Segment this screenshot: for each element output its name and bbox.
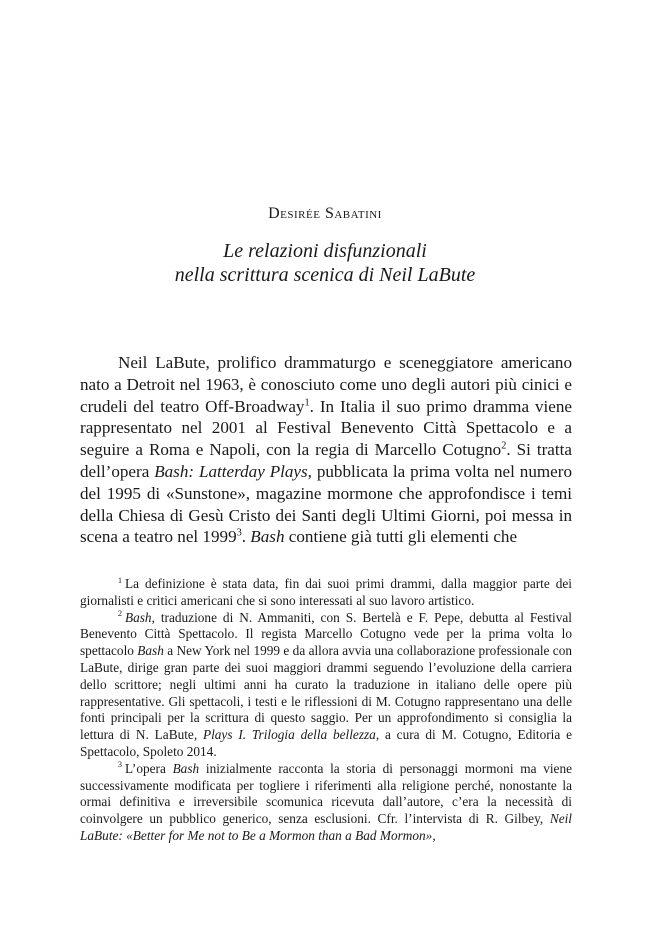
footnote-number: 2 bbox=[118, 609, 122, 619]
essay-title-line-1: Le relazioni disfunzionali bbox=[223, 240, 427, 262]
work-title: Plays I. Trilogia della bellezza bbox=[202, 727, 376, 743]
body-text-run: . bbox=[241, 527, 251, 547]
footnote-number: 1 bbox=[118, 575, 122, 585]
footnote-ref-2: 2 bbox=[501, 440, 507, 452]
footnote-1 bbox=[80, 576, 572, 610]
footnote-text: , bbox=[432, 827, 436, 843]
body-paragraph bbox=[80, 352, 572, 548]
footnote-text: inizialmente racconta la storia di personaggi mormoni ma viene successivamente modificata per togliere i riferimenti alla religione perché, nonostante la ormai definitiva e irreversibile scomunica ricevuta dall’autore, c’era la necessità di coinvolgere un pubblico generico, senza esclusioni. Cfr. l’intervista di R. Gilbey, bbox=[80, 760, 572, 827]
body-text-run: Neil LaBute, prolifico drammaturgo e sceneggiatore americano nato a Detroit nel 1963, è conosciuto come uno degli autori più cinici e crudeli del teatro Off-Broadway bbox=[80, 353, 572, 416]
footnote-text: L’opera bbox=[124, 760, 173, 776]
footnote-2 bbox=[80, 610, 572, 761]
work-title: Bash bbox=[124, 609, 152, 625]
footnote-text: , a cura di M. Cotugno, Editoria e Spettacolo, Spoleto 2014. bbox=[80, 727, 572, 759]
footnote-ref-1: 1 bbox=[304, 396, 310, 408]
footnote-text: a New York nel 1999 e da allora avvia una collaborazione professionale con LaBute, dirige gran parte dei suoi maggiori drammi seguendo l’evoluzione della carriera dello scrittore; negli ultimi anni ha curato la traduzione in italiano delle opere più rappresentative. Gli spettacoli, i testi e le riflessioni di M. Cotugno rappresentano una delle fonti principali per la scrittura di questo saggio. Per un approfondimento si consiglia la lettura di N. LaBute, bbox=[80, 643, 573, 743]
footnote-3 bbox=[80, 761, 572, 845]
footnote-text: La definizione è stata data, fin dai suoi primi drammi, dalla maggior parte dei giornalisti e critici americani che si sono interessati al suo lavoro artistico. bbox=[80, 576, 572, 608]
body-text-run: . Si tratta dell’opera bbox=[80, 440, 572, 481]
footnote-text: , traduzione di N. Ammaniti, con S. Bertelà e F. Pepe, debutta al Festival Benevento Città Spettacolo. Il regista Marcello Cotugno vede per la prima volta lo spettacolo bbox=[80, 609, 572, 659]
essay-title-line-2: nella scrittura scenica di Neil LaBute bbox=[174, 264, 476, 286]
footnote-number: 3 bbox=[118, 760, 122, 770]
footnotes bbox=[80, 576, 572, 845]
work-title: Bash bbox=[137, 643, 164, 659]
body-text-run: . In Italia il suo primo dramma viene rappresentato nel 2001 al Festival Benevento Città Spettacolo e a seguire a Roma e Napoli, con la regia di Marcello Cotugno bbox=[80, 396, 572, 460]
work-title: Bash bbox=[172, 760, 200, 776]
work-title: Bash bbox=[250, 527, 285, 547]
work-title: Neil LaBute: «Better for Me not to Be a Mormon than a Bad Mormon» bbox=[80, 811, 572, 843]
author-name: Desirée Sabatini bbox=[268, 205, 382, 222]
body-text bbox=[80, 352, 572, 548]
body-text-run: contiene già tutti gli elementi che bbox=[284, 527, 518, 547]
body-text-run: , pubblicata la prima volta nel numero del 1995 di «Sunstone», magazine mormone che approfondisce i temi della Chiesa di Gesù Cristo dei Santi degli Ultimi Giorni, poi messa in scena a teatro nel 1999 bbox=[80, 461, 572, 547]
footnote-ref-3: 3 bbox=[236, 527, 242, 539]
work-title: Bash: Latterday Plays bbox=[154, 461, 308, 481]
